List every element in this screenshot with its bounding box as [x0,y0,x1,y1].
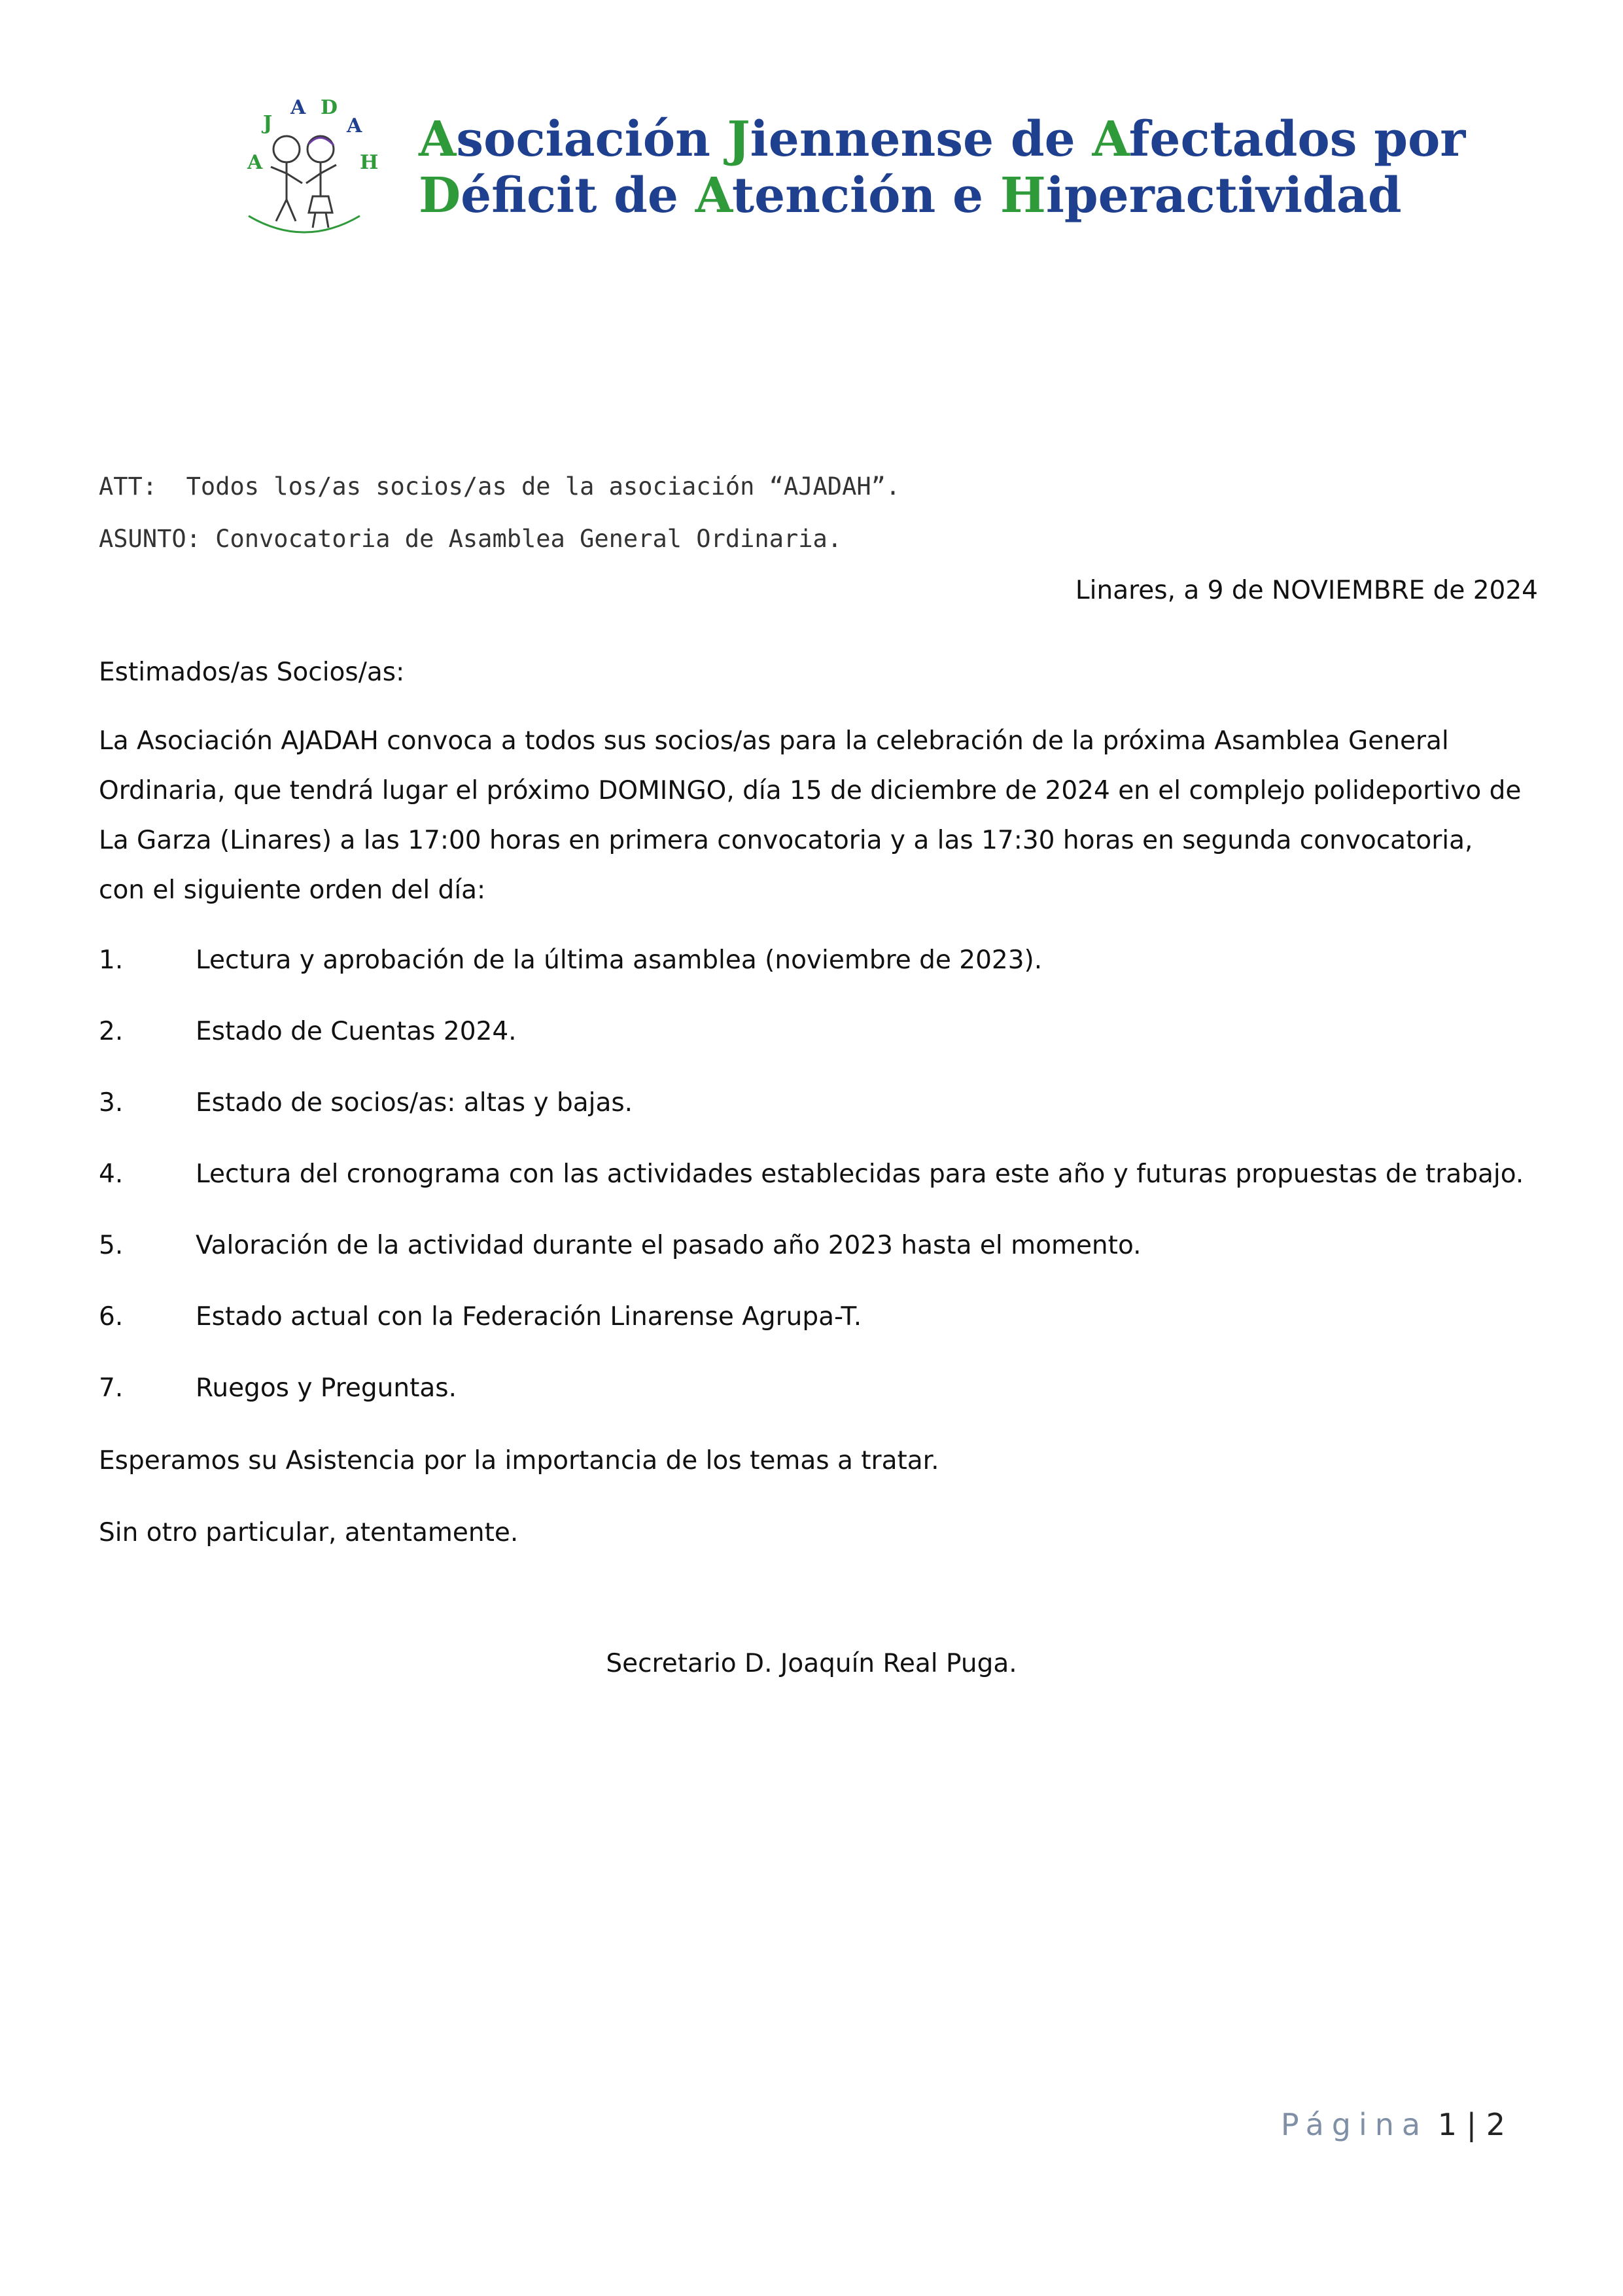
title-capital: H [1000,168,1046,224]
agenda-item: 7. Ruegos y Preguntas. [99,1373,457,1403]
title-word: iennense de [750,111,1092,168]
logo-letter: J [263,112,273,135]
att-line: ATT: Todos los/as socios/as de la asociación “AJADAH”. [99,472,901,501]
logo-letter: A [347,115,362,137]
agenda-list [99,936,1538,1435]
letter-date: Linares, a 9 de NOVIEMBRE de 2024 [1075,576,1538,605]
logo-letter: A [247,151,263,174]
page-footer [1281,2107,1505,2142]
ajadah-logo [222,92,386,242]
title-capital: A [695,168,732,224]
title-word: fectados por [1128,111,1466,168]
logo-letter: D [321,96,338,119]
agenda-item: 3. Estado de socios/as: altas y bajas. [99,1088,633,1118]
agenda-item: 1. Lectura y aprobación de la última asamblea (noviembre de 2023). [99,945,1043,975]
signature: Secretario D. Joaquín Real Puga. [606,1649,1017,1678]
title-capital: A [1092,111,1129,168]
organization-title [419,111,1466,224]
agenda-item: 2. Estado de Cuentas 2024. [99,1017,517,1046]
title-line-1 [419,111,1466,168]
title-capital: D [419,168,461,224]
agenda-item: 4. Lectura del cronograma con las actividades establecidas para este año y futuras propuestas de trabajo. [99,1159,1524,1189]
title-word: sociación [456,111,727,168]
title-word: tención e [731,168,1000,224]
letterhead [222,92,1466,249]
title-word: éficit de [461,168,695,224]
intro-paragraph: La Asociación AJADAH convoca a todos sus socios/as para la celebración de la próxima Asamblea General Ordinaria, que tendrá lugar el próximo DOMINGO, día 15 de diciembre de 2024 en el complejo polideportivo de La Garza (Linares) a las 17:00 horas en primera convocatoria y a las 17:30 horas en segunda convocatoria, con el siguiente orden del día: [99,726,1522,905]
farewell: Sin otro particular, atentamente. [99,1518,519,1547]
title-line-2 [419,168,1402,224]
page-number: 1 | 2 [1437,2107,1505,2142]
agenda-item: 6. Estado actual con la Federación Linarense Agrupa-T. [99,1302,862,1332]
subject-line: ASUNTO: Convocatoria de Asamblea General Ordinaria. [99,525,843,553]
logo-letter: H [360,151,379,174]
title-capital: A [419,111,457,168]
logo-letter: A [290,96,306,119]
closing-paragraph: Esperamos su Asistencia por la importancia de los temas a tratar. [99,1446,939,1475]
agenda-item: 5. Valoración de la actividad durante el pasado año 2023 hasta el momento. [99,1231,1142,1260]
children-drawing-icon [271,136,336,228]
title-capital: J [727,111,750,168]
salutation: Estimados/as Socios/as: [99,658,405,687]
page-label: Página [1280,2107,1429,2142]
title-word: iperactividad [1045,168,1402,224]
